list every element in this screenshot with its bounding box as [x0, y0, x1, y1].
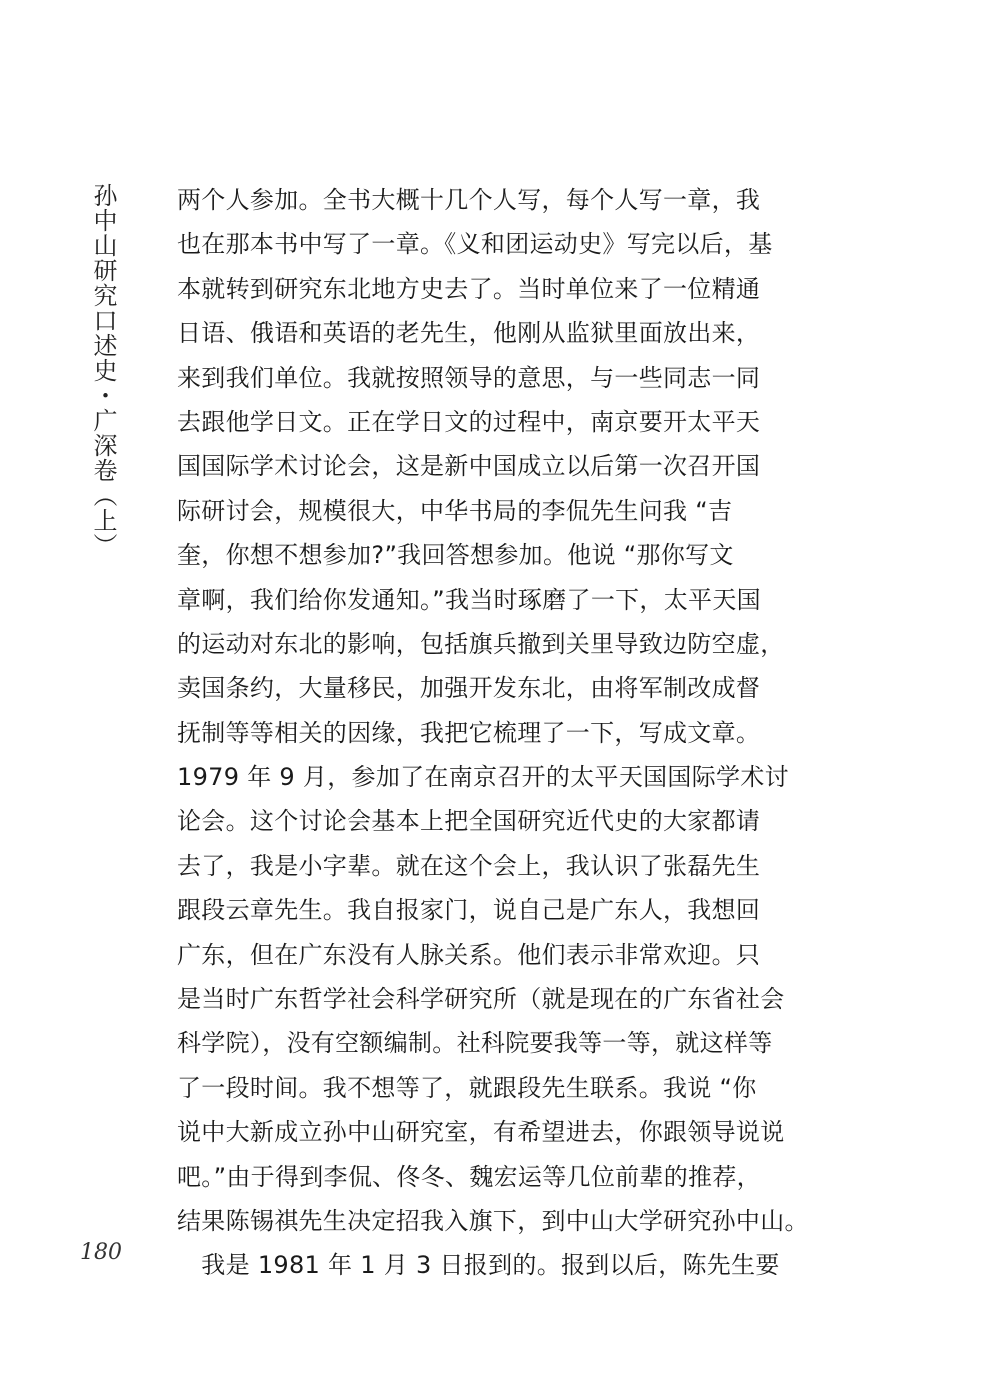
text-line: 说中大新成立孙中山研究室，有希望进去，你跟领导说说 [177, 1118, 785, 1147]
body-text [177, 178, 809, 1288]
text-line: 两个人参加。全书大概十几个人写，每个人写一章，我 [177, 186, 761, 214]
text-line: 奎，你想不想参加?”我回答想参加。他说 “那你写文 [177, 541, 734, 570]
text-line: 1979 年 9 月，参加了在南京召开的太平天国国际学术讨 [177, 763, 789, 792]
text-line: 去了，我是小字辈。就在这个会上，我认识了张磊先生 [177, 851, 761, 880]
text-line: 了一段时间。我不想等了，就跟段先生联系。我说 “你 [177, 1073, 757, 1102]
text-line: 论会。这个讨论会基本上把全国研究近代史的大家都请 [177, 807, 761, 836]
text-line: 来到我们单位。我就按照领导的意思，与一些同志一同 [177, 363, 761, 392]
text-line: 结果陈锡祺先生决定招我入旗下，到中山大学研究孙中山。 [177, 1206, 809, 1235]
text-line: 也在那本书中写了一章。《义和团运动史》写完以后，基 [177, 230, 773, 259]
text-line: 跟段云章先生。我自报家门，说自己是广东人，我想回 [177, 896, 761, 925]
text-line: 章啊，我们给你发通知。”我当时琢磨了一下，太平天国 [177, 585, 761, 614]
text-line: 的运动对东北的影响，包括旗兵撤到关里导致边防空虚， [177, 629, 785, 658]
text-line: 广东，但在广东没有人脉关系。他们表示非常欢迎。只 [177, 940, 761, 969]
text-line: 卖国条约，大量移民，加强开发东北，由将军制改成督 [177, 674, 761, 703]
text-line: 抚制等等相关的因缘，我把它梳理了一下，写成文章。 [177, 718, 761, 747]
text-line: 本就转到研究东北地方史去了。当时单位来了一位精通 [177, 274, 761, 303]
text-line: 际研讨会，规模很大，中华书局的李侃先生问我 “吉 [177, 496, 733, 525]
text-line: 日语、俄语和英语的老先生，他刚从监狱里面放出来， [177, 319, 761, 348]
text-line: 科学院），没有空额编制。社科院要我等一等，就这样等 [177, 1029, 773, 1058]
text-line: 是当时广东哲学社会科学研究所（就是现在的广东省社会 [177, 985, 785, 1014]
text-line: 去跟他学日文。正在学日文的过程中，南京要开太平天 [177, 407, 761, 436]
text-line: 吧。”由于得到李侃、佟冬、魏宏运等几位前辈的推荐， [177, 1162, 761, 1191]
page-number: 180 [80, 1240, 122, 1265]
running-head: 孙中山研究口述史・广深卷（上） [89, 183, 117, 558]
text-line: 我是 1981 年 1 月 3 日报到的。报到以后，陈先生要 [177, 1251, 780, 1280]
text-line: 国国际学术讨论会，这是新中国成立以后第一次召开国 [177, 452, 761, 481]
